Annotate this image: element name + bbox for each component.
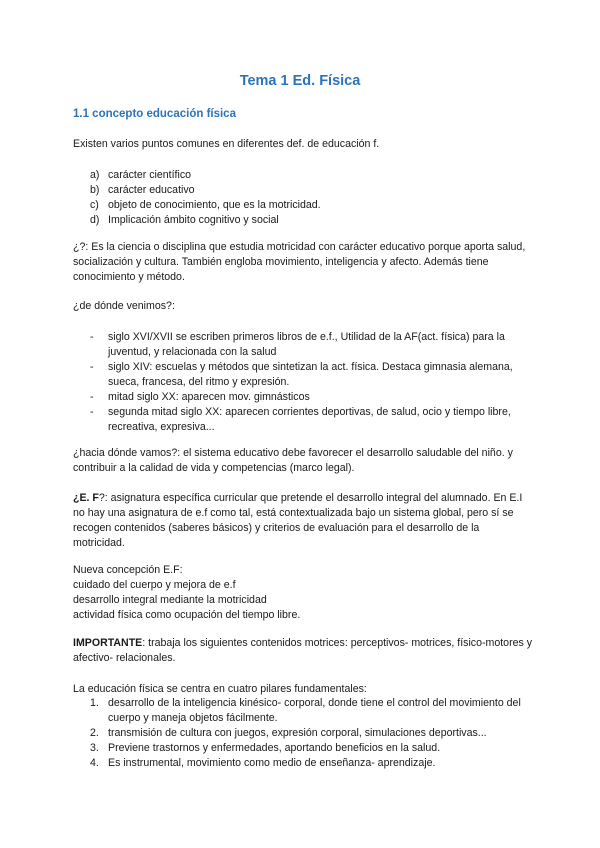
intro-paragraph: Existen varios puntos comunes en diferentes def. de educación f.: [73, 138, 380, 150]
origins-question: ¿de dónde venimos?:: [73, 300, 175, 312]
document-title: Tema 1 Ed. Física: [239, 73, 361, 89]
list-marker: -: [90, 406, 94, 418]
ef-label: ¿E. F: [73, 492, 99, 504]
list-marker: -: [90, 361, 94, 373]
list-item: desarrollo de la inteligencia kinésico- corporal, donde tiene el control del movimiento del cuerpo y maneja objetos fácilmente.: [108, 697, 521, 724]
ef-paragraph: [73, 491, 533, 551]
list-marker: 4.: [90, 757, 99, 769]
list-item: siglo XVI/XVII se escriben primeros libros de e.f., Utilidad de la AF(act. física) para la juventud, y relacionada con la salud: [108, 331, 505, 358]
important-label: IMPORTANTE: [73, 637, 143, 649]
list-marker: b): [90, 184, 100, 196]
list-item: transmisión de cultura con juegos, expresión corporal, simulaciones deportivas...: [108, 727, 487, 739]
list-item: objeto de conocimiento, que es la motricidad.: [108, 199, 321, 211]
list-marker: 1.: [90, 697, 99, 709]
list-marker: -: [90, 331, 94, 343]
list-marker: c): [90, 199, 99, 211]
new-concept-line: cuidado del cuerpo y mejora de e.f: [73, 579, 236, 591]
pillars-intro: La educación física se centra en cuatro pilares fundamentales:: [73, 683, 367, 695]
list-item: mitad siglo XX: aparecen mov. gimnásticos: [108, 391, 310, 403]
new-concept-line: actividad física como ocupación del tiempo libre.: [73, 609, 301, 621]
section-heading: 1.1 concepto educación física: [73, 108, 236, 120]
list-item: siglo XIV: escuelas y métodos que sintetizan la act. física. Destaca gimnasia alemana, sueca, francesa, del ritmo y expresión.: [108, 361, 513, 388]
definition-paragraph: ¿?: Es la ciencia o disciplina que estudia motricidad con carácter educativo porque aporta salud, socialización y cultura. También engloba movimiento, inteligencia y afecto. Además tiene conocimiento y método.: [73, 241, 526, 283]
list-item: carácter científico: [108, 169, 192, 181]
list-item: carácter educativo: [108, 184, 195, 196]
ef-text: ?: asignatura específica curricular que pretende el desarrollo integral del alumnado. En E.I no hay una asignatura de e.f como tal, está contextualizada bajo un sistema global, pero sí se recogen contenidos (saberes básicos) y criterios de evaluación para el desarrollo de la motricidad.: [73, 492, 523, 549]
new-concept-line: desarrollo integral mediante la motricidad: [73, 594, 267, 606]
list-marker: 2.: [90, 727, 99, 739]
important-paragraph: [73, 636, 533, 666]
list-item: Previene trastornos y enfermedades, aportando beneficios en la salud.: [108, 742, 441, 754]
future-paragraph: ¿hacia dónde vamos?: el sistema educativo debe favorecer el desarrollo saludable del niño. y contribuir a la calidad de vida y competencias (marco legal).: [73, 447, 513, 474]
list-marker: a): [90, 169, 100, 181]
list-item: segunda mitad siglo XX: aparecen corrientes deportivas, de salud, ocio y tiempo libre, recreativa, expresiva...: [108, 406, 511, 433]
list-marker: 3.: [90, 742, 99, 754]
list-item: Es instrumental, movimiento como medio de enseñanza- aprendizaje.: [108, 757, 436, 769]
list-marker: -: [90, 391, 94, 403]
new-concept-line: Nueva concepción E.F:: [73, 564, 183, 576]
important-text: : trabaja los siguientes contenidos motrices: perceptivos- motrices, físico-motores y afectivo- relacionales.: [73, 637, 533, 664]
list-item: Implicación ámbito cognitivo y social: [108, 214, 279, 226]
list-marker: d): [90, 214, 100, 226]
